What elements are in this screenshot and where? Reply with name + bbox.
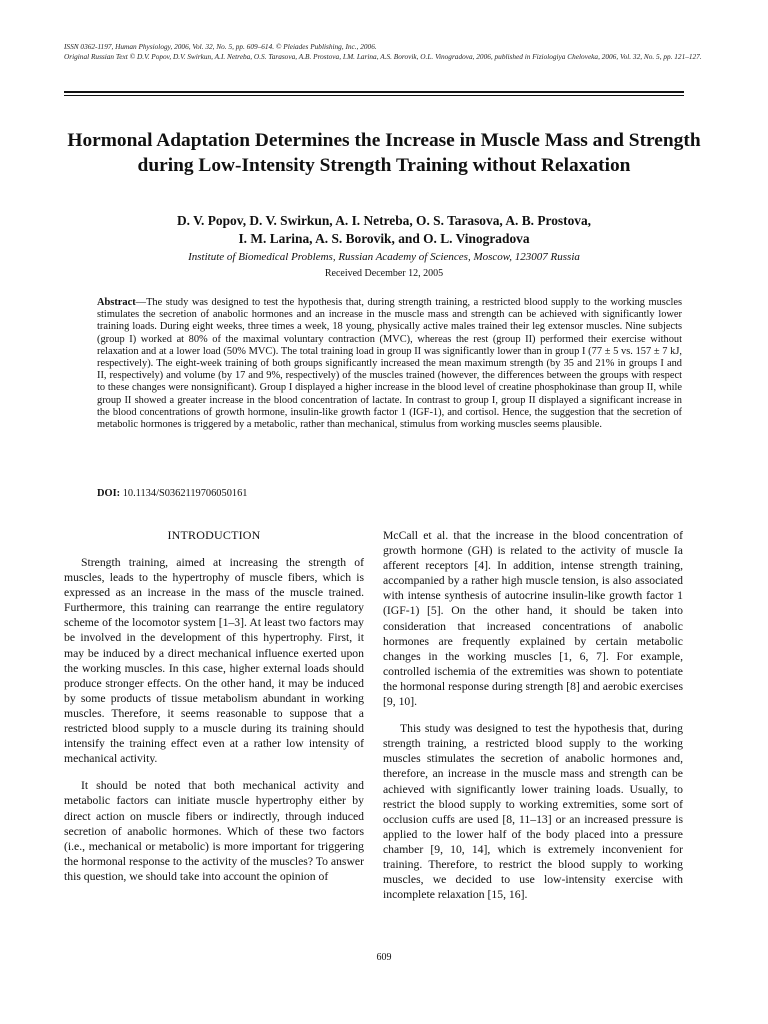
abstract-text: —The study was designed to test the hypothesis that, during strength training, a restricted blood supply to the working muscles stimulates the secretion of anabolic hormones and an increase in the muscle mass and strength can be achieved with significantly lower training loads. During eight weeks, three times a week, 18 young, physically active males trained their leg extensor muscles. Nine subjects (group I) worked at 80% of the maximal voluntary contraction (MVC), whereas the rest (group II) performed their exercise without relaxation and at a lower load (50% MVC). The total training load in group II was significantly lower than in group I (77 ± 5 vs. 157 ± 7 kJ, respectively). The eight-week training of both groups significantly increased the mean maximum strength (by 35 and 21% in groups I and II, respectively) and volume (by 17 and 9%, respectively) of the muscles trained (however, the differences between the groups with respect to these changes were nonsignificant). Group I displayed a higher increase in the blood level of creatine phosphokinase than group II, while group II showed a greater increase in the blood concentration of lactate. In contrast to group I, group II displayed a significant increase in the blood concentrations of growth hormone, insulin-like growth factor 1 (IGF-1), and cortisol. Hence, the suggestion that the secretion of metabolic hormones is triggered by a metabolic, rather than mechanical, stimulus from working muscles seems plausible. xyxy=(97,297,682,431)
original-text-line: Original Russian Text © D.V. Popov, D.V. Swirkun, A.I. Netreba, O.S. Tarasova, A.B. Prostova, I.M. Larina, A.S. Borovik, O.L. Vinogradova, 2006, published in Fiziologiya Cheloveka, 2006, Vol. 32, No. 5, pp. 121–127. xyxy=(64,51,702,61)
doi-value: 10.1134/S0362119706050161 xyxy=(120,488,248,499)
authors-line-1: D. V. Popov, D. V. Swirkun, A. I. Netreba, O. S. Tarasova, A. B. Prostova, xyxy=(176,213,592,228)
intro-paragraph-4: This study was designed to test the hypothesis that, during strength training, a restricted blood supply to the working muscles stimulates the secretion of anabolic hormones and, therefore, an increase in the muscle mass and strength can be achieved with significantly lower training loads. Usually, to restrict the blood supply to working extremities, some sort of occlusion cuffs are used [8, 11–13] or an increased pressure is applied to the lower half of the body placed into a pressure chamber [9, 10, 14], which is extremely inconvenient for training. Therefore, to restrict the blood supply to working muscles, we decided to use low-intensity exercise with incomplete relaxation [15, 16]. xyxy=(383,722,683,902)
page-number: 609 xyxy=(376,952,392,963)
abstract-label: Abstract xyxy=(97,297,136,308)
authors-line-2: I. M. Larina, A. S. Borovik, and O. L. Vinogradova xyxy=(238,231,530,246)
doi xyxy=(97,487,682,500)
header-rule-thick xyxy=(64,91,684,93)
received-date: Received December 12, 2005 xyxy=(324,268,444,279)
section-heading-introduction: INTRODUCTION xyxy=(167,528,261,542)
intro-paragraph-1: Strength training, aimed at increasing the strength of muscles, leads to the hypertrophy of muscle fibers, which is expressed as an increase in the mass of the muscle trained. Furthermore, this training can rearrange the entire regulatory scheme of the locomotor system [1–3]. At least two factors may be involved in the development of this hypertrophy. First, it may be induced by a direct mechanical influence exerted upon the working muscles. In this case, higher external loads should produce stronger effects. On the other hand, it may be induced by some products of tissue metabolism abundant in working muscles. Therefore, it seems reasonable to suppose that a restricted blood supply to a muscle during its training should intensify the training effect even at a rather low intensity of mechanical activity. xyxy=(64,556,364,766)
abstract xyxy=(97,297,682,431)
header-rule-thin xyxy=(64,95,684,96)
intro-paragraph-3: McCall et al. that the increase in the blood concentration of growth hormone (GH) is related to the activity of muscle Ia afferent receptors [4]. In addition, intense strength training, accompanied by a rather high muscle tension, is also associated with intense synthesis of autocrine insulin-like growth factor 1 (IGF-1) [5]. On the other hand, it should be taken into consideration that increased concentrations of anabolic hormones are frequently explained by certain metabolic changes in the working muscles [1, 6, 7]. For example, controlled ischemia of the extremities was shown to potentiate the hormonal response during strength [8] and aerobic exercises [9, 10]. xyxy=(383,529,683,709)
right-column xyxy=(383,528,683,914)
issn-line: ISSN 0362-1197, Human Physiology, 2006, Vol. 32, No. 5, pp. 609–614. © Pleiades Publishing, Inc., 2006. xyxy=(64,42,377,51)
article-title: Hormonal Adaptation Determines the Increase in Muscle Mass and Strength during Low-Intensity Strength Training without Relaxation xyxy=(67,130,701,176)
affiliation: Institute of Biomedical Problems, Russian Academy of Sciences, Moscow, 123007 Russia xyxy=(188,251,580,263)
intro-paragraph-2: It should be noted that both mechanical activity and metabolic factors can initiate muscle hypertrophy either by direct action on muscle fibers or indirectly, through induced secretion of anabolic hormones. Which of these two factors (i.e., mechanical or metabolic) is more important for triggering the hormonal response to the activity of the muscles? To answer this question, we should take into account the opinion of xyxy=(64,779,364,883)
journal-header-metadata xyxy=(64,42,704,61)
author-list xyxy=(64,212,704,248)
doi-label: DOI: xyxy=(97,488,121,499)
left-column xyxy=(64,528,364,896)
